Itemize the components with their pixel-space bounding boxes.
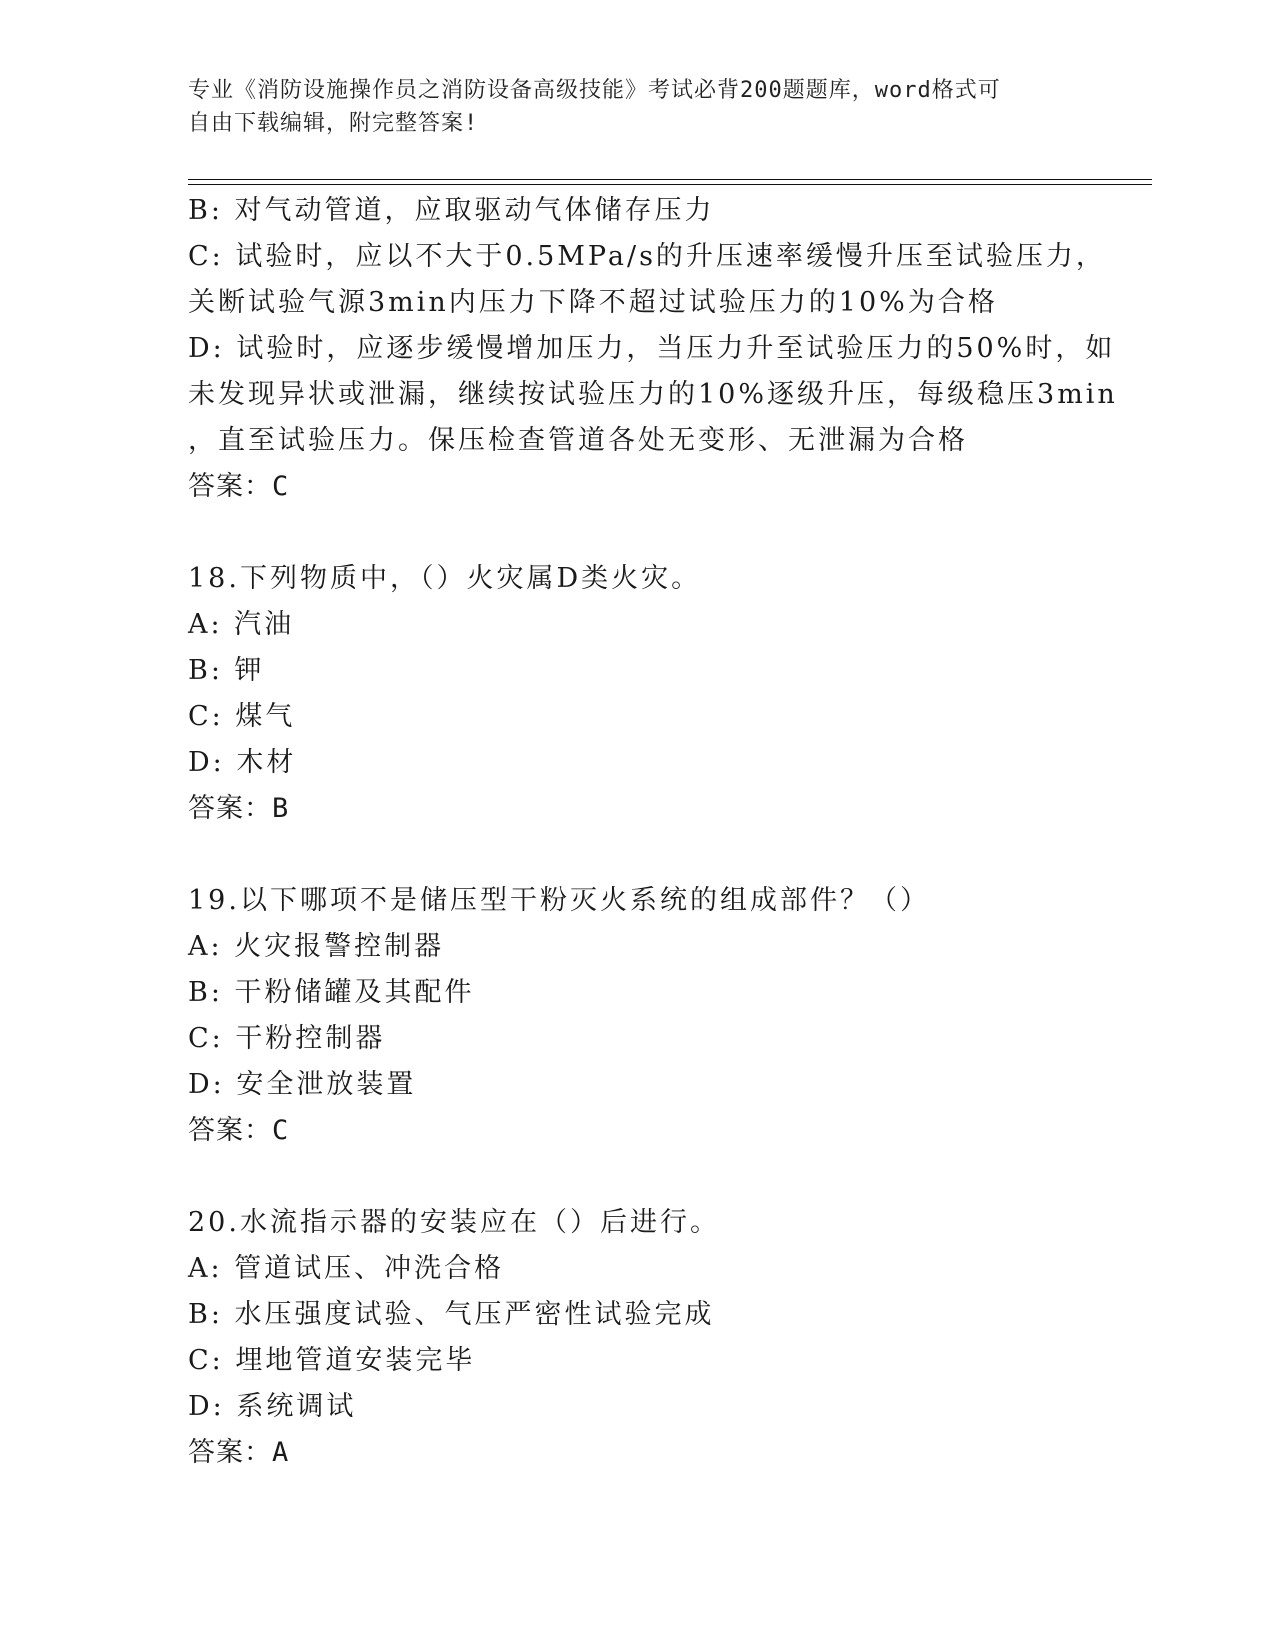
option-line: 未发现异状或泄漏，继续按试验压力的10%逐级升压，每级稳压3min bbox=[188, 379, 1118, 410]
document-body bbox=[188, 188, 1118, 1476]
question-stem: 18.下列物质中，（）火灾属D类火灾。 bbox=[188, 563, 702, 594]
question-stem: 19.以下哪项不是储压型干粉灭火系统的组成部件？（） bbox=[188, 885, 930, 916]
answer-line bbox=[188, 464, 1088, 510]
option-line: ，直至试验压力。保压检查管道各处无变形、无泄漏为合格 bbox=[188, 425, 968, 456]
answer-value: A bbox=[272, 1437, 290, 1468]
option-b: B: 干粉储罐及其配件 bbox=[188, 977, 475, 1008]
option-a: A: 火灾报警控制器 bbox=[188, 931, 445, 962]
header-line-1: 专业《消防设施操作员之消防设备高级技能》考试必背200题题库，word格式可 bbox=[188, 78, 1001, 103]
answer-value: B bbox=[272, 793, 290, 824]
option-line: 关断试验气源3min内压力下降不超过试验压力的10%为合格 bbox=[188, 287, 998, 318]
answer-label: 答案： bbox=[188, 1115, 272, 1146]
option-c: C: 煤气 bbox=[188, 701, 296, 732]
question-gap bbox=[188, 832, 1088, 878]
option-line: B: 对气动管道，应取驱动气体储存压力 bbox=[188, 195, 715, 226]
option-d: D: 木材 bbox=[188, 747, 297, 778]
header-divider bbox=[188, 179, 1152, 185]
question-gap bbox=[188, 1154, 1088, 1200]
question-gap bbox=[188, 510, 1088, 556]
answer-line bbox=[188, 786, 1088, 832]
document-header bbox=[188, 74, 1068, 140]
option-line: C: 试验时，应以不大于0.5MPa/s的升压速率缓慢升压至试验压力， bbox=[188, 241, 1106, 272]
question-20 bbox=[188, 1200, 1088, 1476]
option-b: B: 水压强度试验、气压严密性试验完成 bbox=[188, 1299, 715, 1330]
option-c: C: 埋地管道安装完毕 bbox=[188, 1345, 476, 1376]
answer-value: C bbox=[272, 471, 290, 502]
option-a: A: 汽油 bbox=[188, 609, 295, 640]
answer-label: 答案： bbox=[188, 471, 272, 502]
question-17-continued bbox=[188, 188, 1118, 510]
answer-line bbox=[188, 1430, 1088, 1476]
question-18 bbox=[188, 556, 1088, 832]
option-d: D: 安全泄放装置 bbox=[188, 1069, 417, 1100]
option-d: D: 系统调试 bbox=[188, 1391, 357, 1422]
option-b: B: 钾 bbox=[188, 655, 265, 686]
answer-label: 答案： bbox=[188, 793, 272, 824]
option-a: A: 管道试压、冲洗合格 bbox=[188, 1253, 505, 1284]
answer-line bbox=[188, 1108, 1088, 1154]
question-19 bbox=[188, 878, 1088, 1154]
option-c: C: 干粉控制器 bbox=[188, 1023, 386, 1054]
question-stem: 20.水流指示器的安装应在（）后进行。 bbox=[188, 1207, 720, 1238]
option-line: D: 试验时，应逐步缓慢增加压力，当压力升至试验压力的50%时，如 bbox=[188, 333, 1116, 364]
header-line-2: 自由下载编辑，附完整答案! bbox=[188, 111, 479, 136]
answer-value: C bbox=[272, 1115, 290, 1146]
answer-label: 答案： bbox=[188, 1437, 272, 1468]
